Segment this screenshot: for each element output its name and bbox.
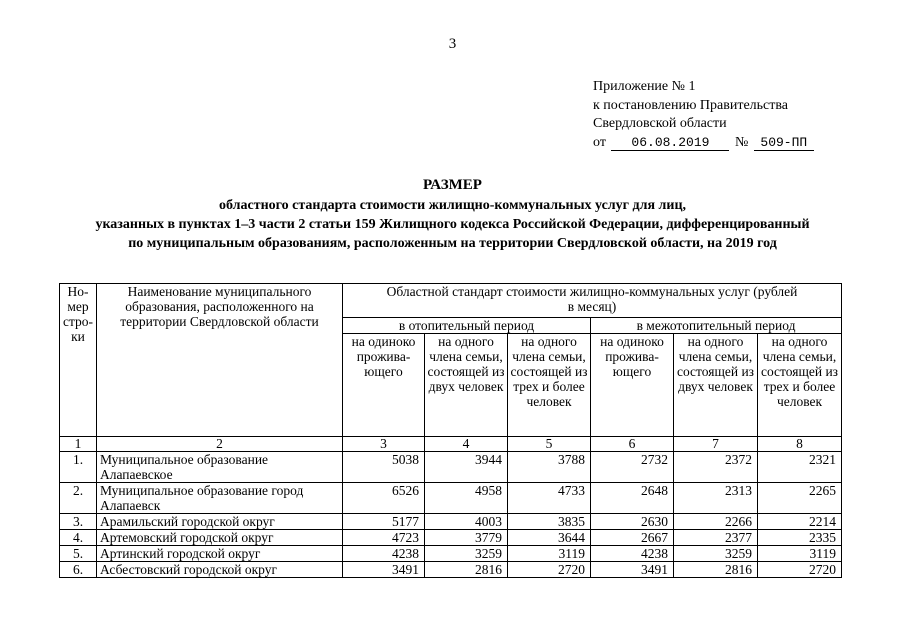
value-nonheating-single: 4238	[591, 546, 674, 562]
value-heating-single: 6526	[343, 483, 425, 514]
title-line-1: РАЗМЕР	[423, 177, 482, 193]
municipality-name: Артемовский городской округ	[97, 530, 343, 546]
column-number: 1	[60, 437, 97, 452]
column-number: 6	[591, 437, 674, 452]
appendix-block	[593, 78, 814, 152]
date-prefix: от	[593, 134, 606, 150]
header-standard: Областной стандарт стоимости жилищно-коммунальных услуг (рублей в месяц)	[343, 284, 842, 318]
municipality-name: Муниципальное образование город Алапаевск	[97, 483, 343, 514]
value-nonheating-three: 2214	[758, 514, 842, 530]
value-heating-two: 3779	[425, 530, 508, 546]
title-line-3: указанных в пунктах 1–3 части 2 статьи 159 Жилищного кодекса Российской Федерации, дифференцированный	[95, 217, 810, 232]
column-number: 4	[425, 437, 508, 452]
appendix-line-2: к постановлению Правительства	[593, 97, 789, 113]
municipality-name: Арамильский городской округ	[97, 514, 343, 530]
row-index: 3.	[60, 514, 97, 530]
header-name: Наименование муниципального образования, расположенного на территории Свердловской области	[97, 284, 343, 437]
value-heating-single: 4723	[343, 530, 425, 546]
header-nonheating-single: на одиноко прожива-ющего	[591, 334, 674, 437]
number-prefix: №	[734, 134, 749, 150]
column-number: 3	[343, 437, 425, 452]
value-heating-two: 4958	[425, 483, 508, 514]
page-number: 3	[448, 36, 457, 52]
table-row	[60, 530, 842, 546]
row-index: 2.	[60, 483, 97, 514]
value-heating-three: 3835	[508, 514, 591, 530]
header-heating-two: на одного члена семьи, состоящей из двух человек	[425, 334, 508, 437]
value-nonheating-three: 3119	[758, 546, 842, 562]
table-row	[60, 546, 842, 562]
value-heating-two: 2816	[425, 562, 508, 578]
row-index: 5.	[60, 546, 97, 562]
decree-date: 06.08.2019	[611, 135, 729, 151]
row-index: 1.	[60, 452, 97, 483]
value-heating-two: 3944	[425, 452, 508, 483]
table-row	[60, 452, 842, 483]
value-heating-three: 3119	[508, 546, 591, 562]
value-nonheating-single: 2732	[591, 452, 674, 483]
table-row	[60, 483, 842, 514]
row-index: 4.	[60, 530, 97, 546]
value-heating-three: 3788	[508, 452, 591, 483]
title-line-2: областного стандарта стоимости жилищно-коммунальных услуг для лиц,	[218, 198, 687, 213]
document-title	[0, 176, 905, 253]
value-nonheating-single: 2667	[591, 530, 674, 546]
header-heating-period: в отопительный период	[343, 318, 591, 334]
value-nonheating-two: 2816	[674, 562, 758, 578]
header-nonheating-two: на одного члена семьи, состоящей из двух человек	[674, 334, 758, 437]
column-number: 8	[758, 437, 842, 452]
column-number: 2	[97, 437, 343, 452]
value-nonheating-three: 2321	[758, 452, 842, 483]
header-heating-three: на одного члена семьи, состоящей из трех и более человек	[508, 334, 591, 437]
municipality-name: Асбестовский городской округ	[97, 562, 343, 578]
value-nonheating-two: 3259	[674, 546, 758, 562]
header-non-heating-period: в межотопительный период	[591, 318, 842, 334]
municipality-name: Муниципальное образование Алапаевское	[97, 452, 343, 483]
value-nonheating-two: 2266	[674, 514, 758, 530]
appendix-line-3: Свердловской области	[593, 116, 727, 131]
value-nonheating-three: 2265	[758, 483, 842, 514]
value-heating-three: 2720	[508, 562, 591, 578]
value-heating-two: 3259	[425, 546, 508, 562]
value-heating-single: 3491	[343, 562, 425, 578]
value-heating-single: 5038	[343, 452, 425, 483]
value-nonheating-three: 2720	[758, 562, 842, 578]
column-number: 5	[508, 437, 591, 452]
header-nonheating-three: на одного члена семьи, состоящей из трех и более человек	[758, 334, 842, 437]
appendix-date-line	[593, 134, 814, 153]
value-nonheating-three: 2335	[758, 530, 842, 546]
value-heating-single: 5177	[343, 514, 425, 530]
value-nonheating-single: 2648	[591, 483, 674, 514]
value-heating-three: 3644	[508, 530, 591, 546]
table-row	[60, 514, 842, 530]
header-heating-single: на одиноко прожива-ющего	[343, 334, 425, 437]
header-row-number: Но-мер стро-ки	[60, 284, 97, 437]
appendix-line-1: Приложение № 1	[593, 79, 696, 94]
row-index: 6.	[60, 562, 97, 578]
column-number: 7	[674, 437, 758, 452]
value-nonheating-two: 2372	[674, 452, 758, 483]
decree-number: 509-ПП	[754, 135, 814, 151]
value-nonheating-two: 2313	[674, 483, 758, 514]
value-nonheating-two: 2377	[674, 530, 758, 546]
standards-table	[59, 283, 842, 578]
title-line-4: по муниципальным образованиям, расположенным на территории Свердловской области, на 2019 год	[128, 236, 777, 251]
value-heating-two: 4003	[425, 514, 508, 530]
value-heating-single: 4238	[343, 546, 425, 562]
value-nonheating-single: 3491	[591, 562, 674, 578]
municipality-name: Артинский городской округ	[97, 546, 343, 562]
value-nonheating-single: 2630	[591, 514, 674, 530]
table-row	[60, 562, 842, 578]
value-heating-three: 4733	[508, 483, 591, 514]
